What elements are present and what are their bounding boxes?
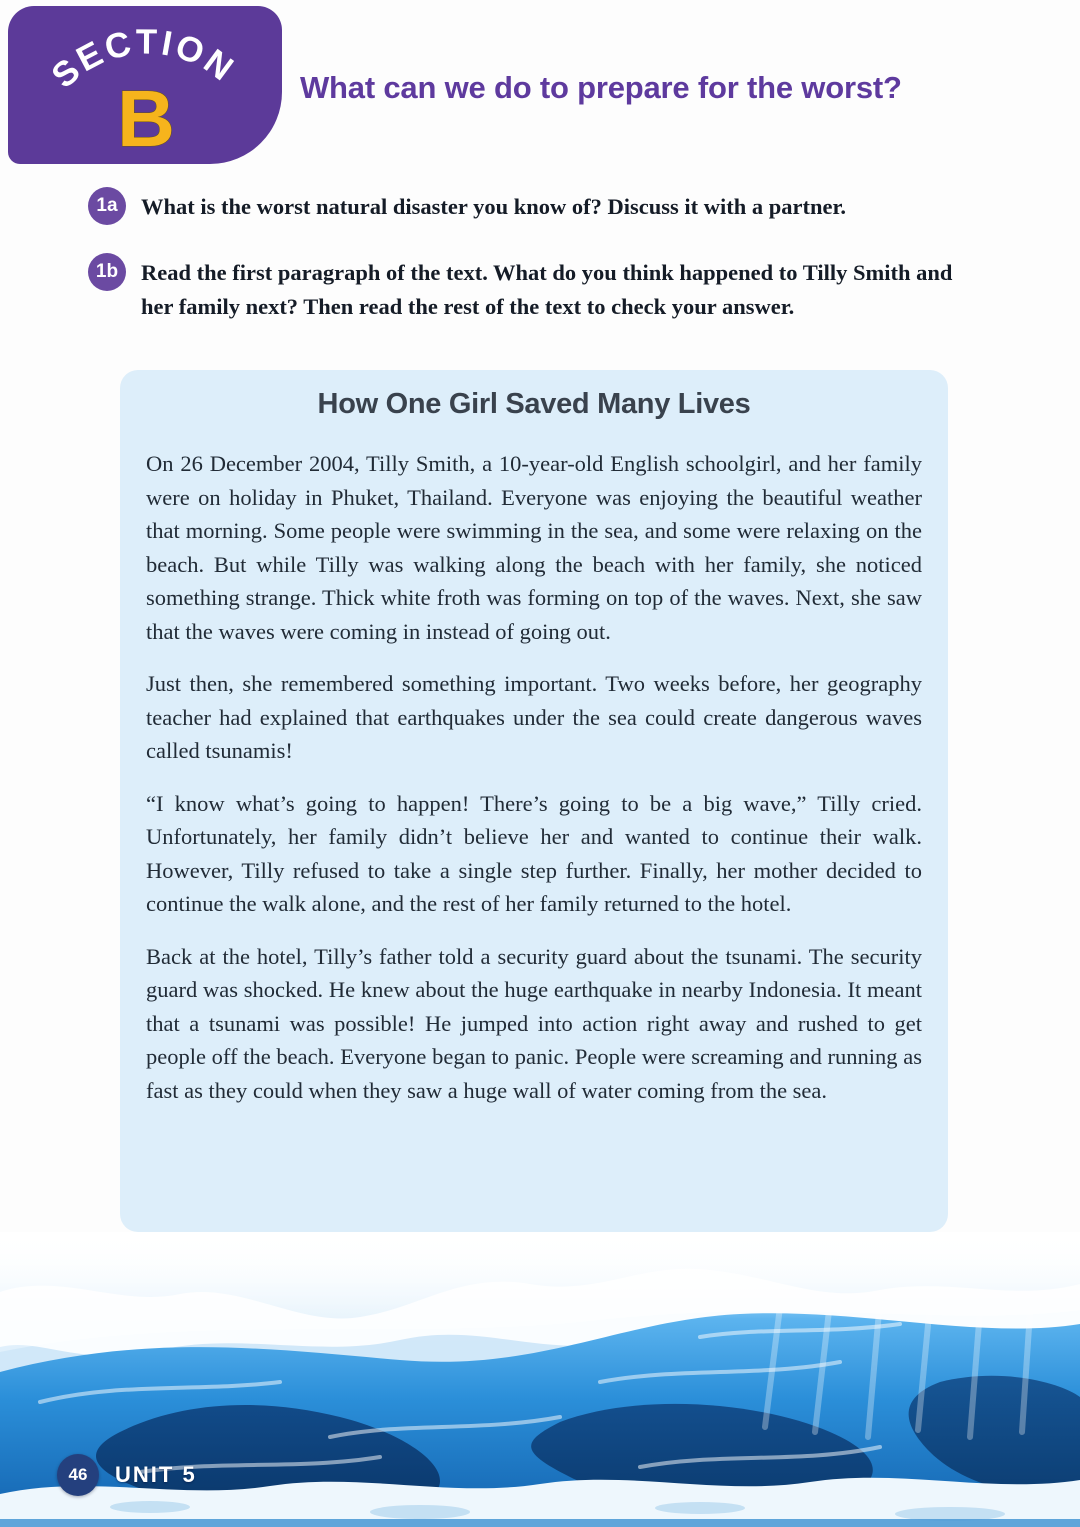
section-badge-art [8,6,282,164]
reading-passage-card [120,370,948,1232]
activity-1a-text: What is the worst natural disaster you know of? Discuss it with a partner. [141,194,847,219]
page-title: What can we do to prepare for the worst? [300,70,902,105]
reading-paragraph-4: Back at the hotel, Tilly’s father told a security guard about the tsunami. The security guard was shocked. He knew about the huge earthquake in nearby Indonesia. It meant that a tsunami was possible! He jumped into action right away and rushed to get people off the beach. Everyone began to panic. People were screaming and running as fast as they could when they saw a huge wall of water coming from the sea. [146,943,922,1103]
activity-1b-text: Read the first paragraph of the text. What do you think happened to Tilly Smith and her family next? Then read the rest of the text to check your answer. [141,260,953,319]
reading-paragraph-3: “I know what’s going to happen! There’s going to be a big wave,” Tilly cried. Unfortunately, her family didn’t believe her and wanted to continue their walk. However, Tilly refused to take a single step further. Finally, her mother decided to continue the walk alone, and the rest of her family returned to the hotel. [146,790,922,916]
page-number-badge: 46 [57,1454,99,1496]
reading-title: How One Girl Saved Many Lives [317,388,751,420]
ocean-wave-image [0,1232,1080,1527]
activity-1b-badge: 1b [88,253,126,291]
section-label: SECTION [44,22,243,96]
page-footer [57,1454,197,1496]
reading-paragraph-1: On 26 December 2004, Tilly Smith, a 10-year-old English schoolgirl, and her family were on holiday in Phuket, Thailand. Everyone was enjoying the beautiful weather that morning. Some people were swimming in the sea, and some were relaxing on the beach. But while Tilly was walking along the beach with her family, she noticed something strange. Thick white froth was forming on top of the waves. Next, she saw that the waves were coming in instead of going out. [146,451,922,644]
unit-label: UNIT 5 [115,1462,197,1487]
activity-1a [88,186,948,225]
section-letter: B [117,74,175,163]
reading-paragraph-2: Just then, she remembered something important. Two weeks before, her geography teacher had explained that earthquakes under the sea could create dangerous waves called tsunamis! [146,671,922,763]
activity-1b [88,252,958,324]
activity-1a-badge: 1a [88,187,126,225]
section-badge [8,6,282,164]
